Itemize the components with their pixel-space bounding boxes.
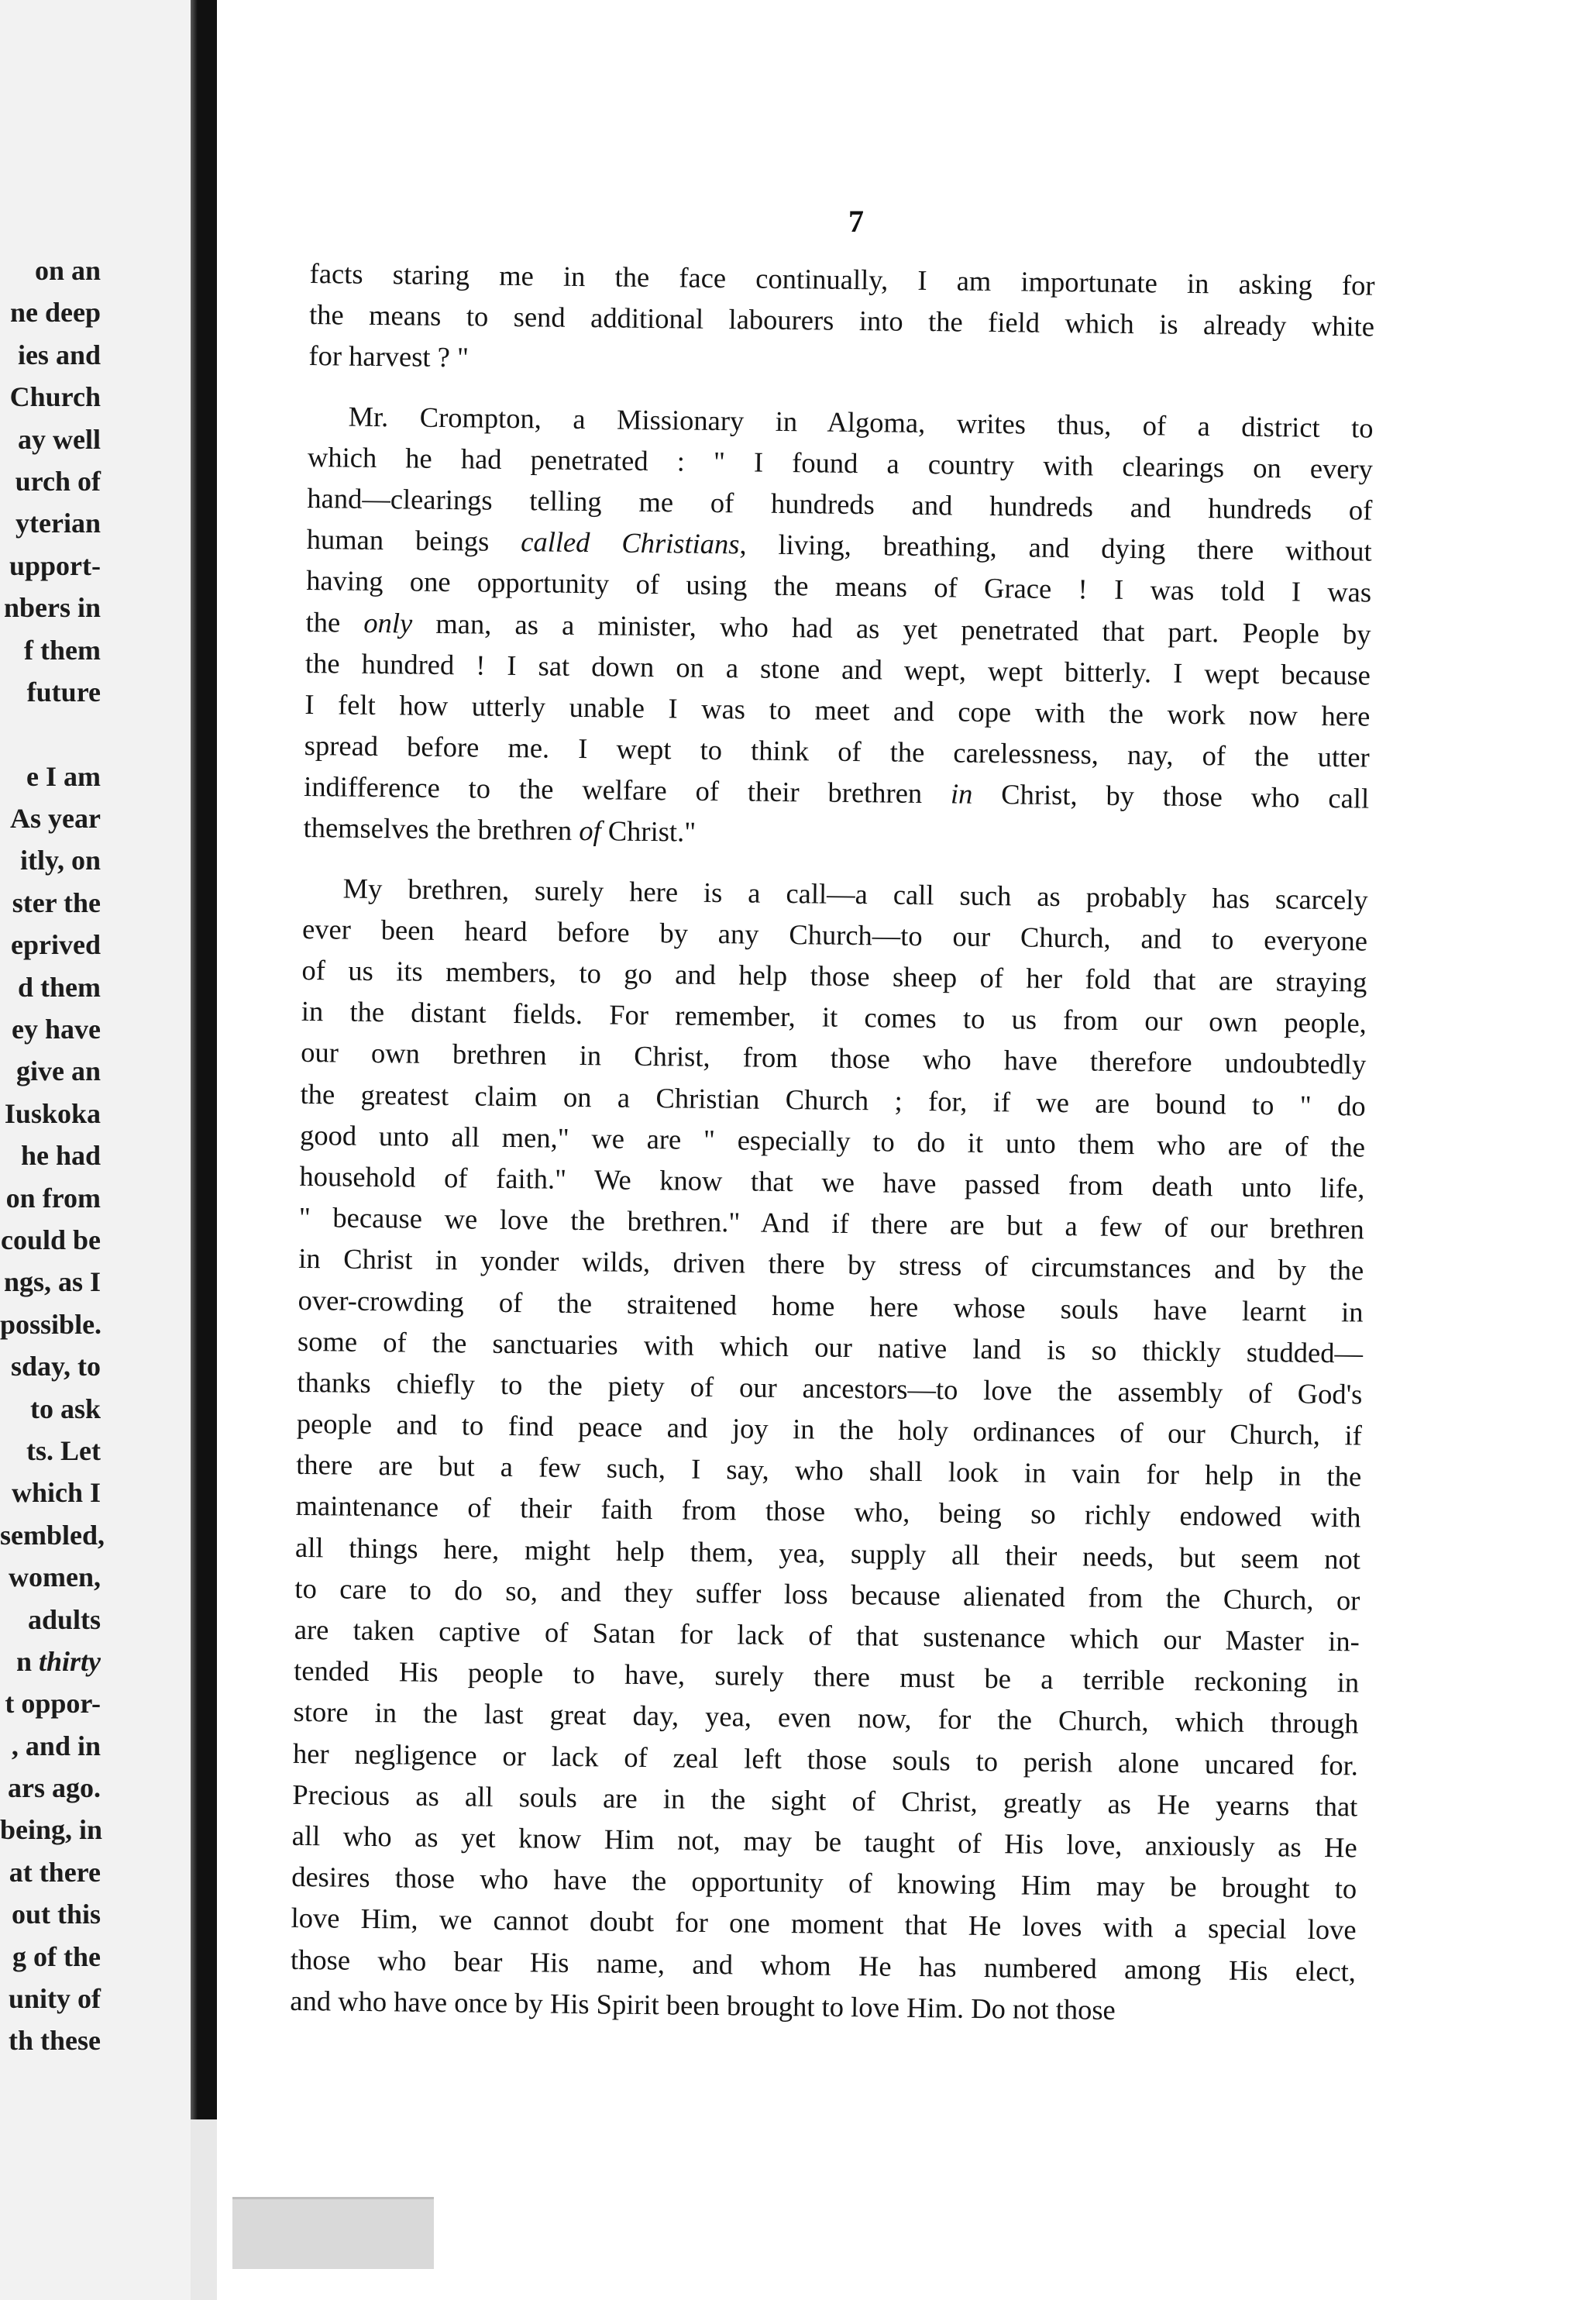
facing-page-line: ies and xyxy=(17,339,101,370)
text-line: to care to do so, and they suffer loss because alienated from the Church, or xyxy=(294,1572,1360,1617)
facing-page-line: urch of xyxy=(15,465,101,497)
facing-page-line: nbers in xyxy=(3,592,101,624)
text-line: Precious as all souls are in the sight of Christ, greatly as He yearns that xyxy=(292,1778,1358,1823)
text-line: love Him, we cannot doubt for one moment that He loves with a special love xyxy=(291,1902,1357,1946)
facing-page-fragment xyxy=(0,0,192,2300)
text-line: I felt how utterly unable I was to meet and cope with the work now here xyxy=(304,687,1371,732)
text-line: in the distant fields. For remember, it comes to us from our own people, xyxy=(301,995,1367,1039)
text-line: some of the sanctuaries with which our native land is so thickly studded— xyxy=(297,1324,1364,1369)
facing-page-line: possible. xyxy=(0,1308,102,1340)
text-line: store in the last great day, yea, even now, for the Church, which through xyxy=(293,1696,1359,1740)
text-line: facts staring me in the face continually, I am importunate in asking for xyxy=(309,257,1375,301)
facing-page-line: ster the xyxy=(12,887,101,918)
facing-page-line: could be xyxy=(0,1224,101,1255)
text-line: are taken captive of Satan for lack of that sustenance which our Master in- xyxy=(294,1613,1360,1658)
facing-page-line: g of the xyxy=(12,1940,101,1972)
text-line: " because we love the brethren." And if there are but a few of our brethren xyxy=(298,1201,1365,1245)
text-line: spread before me. I wept to think of the carelessness, nay, of the utter xyxy=(304,729,1370,773)
facing-page-line: sembled, xyxy=(0,1519,105,1551)
text-line: all things here, might help them, yea, supply all their needs, but seem not xyxy=(294,1530,1361,1575)
text-line: which he had penetrated : " I found a country with clearings on every xyxy=(307,440,1374,485)
facing-page-line: on from xyxy=(5,1182,101,1214)
text-line: having one opportunity of using the means of Grace ! I was told I was xyxy=(305,564,1372,608)
facing-page-line: Church xyxy=(9,381,101,413)
text-line: the only man, as a minister, who had as yet penetrated that part. People by xyxy=(305,605,1371,650)
facing-page-line: eprived xyxy=(11,929,101,961)
facing-page-text xyxy=(0,250,105,2062)
facing-page-line: at there xyxy=(9,1856,101,1888)
facing-page-line: sday, to xyxy=(10,1351,101,1382)
text-line: good unto all men," we are " especially to do it unto them who are of the xyxy=(299,1118,1366,1163)
text-line: hand—clearings telling me of hundreds and hundreds and hundreds of xyxy=(307,481,1373,526)
text-line: household of faith." We know that we have passed from death unto life, xyxy=(299,1159,1365,1204)
text-line: My brethren, surely here is a call—a call such as probably has scarcely xyxy=(342,872,1368,916)
facing-page-line xyxy=(0,713,101,755)
paragraph xyxy=(303,395,1374,861)
facing-page-line: f them xyxy=(24,634,101,666)
facing-page-line: itly, on xyxy=(19,845,101,876)
facing-page-line: which I xyxy=(11,1477,101,1509)
gutter-lower-edge xyxy=(191,2119,218,2300)
text-line: themselves the brethren of Christ." xyxy=(303,811,697,849)
text-line: there are but a few such, I say, who shall look in vain for help in the xyxy=(296,1448,1362,1493)
text-line: all who as yet know Him not, may be taught of His love, anxiously as He xyxy=(291,1819,1357,1864)
text-line: of us its members, to go and help those sheep of her fold that are straying xyxy=(301,953,1367,998)
paragraph xyxy=(290,867,1368,2033)
text-line: maintenance of their faith from those who, being so richly endowed with xyxy=(295,1489,1361,1534)
text-line: desires those who have the opportunity of knowing Him may be brought to xyxy=(291,1860,1357,1905)
facing-page-line: t oppor- xyxy=(5,1688,101,1720)
text-line: ever been heard before by any Church—to our Church, and to everyone xyxy=(301,912,1368,957)
text-line: and who have once by His Spirit been brought to love Him. Do not those xyxy=(290,1984,1116,2026)
text-line: the hundred ! I sat down on a stone and wept, wept bitterly. I wept because xyxy=(304,646,1371,691)
page-number: 7 xyxy=(848,204,864,239)
paragraph xyxy=(308,253,1375,388)
facing-page-line: to ask xyxy=(29,1393,101,1424)
text-line: our own brethren in Christ, from those who have therefore undoubtedly xyxy=(301,1036,1367,1080)
facing-page-line: n thirty xyxy=(15,1645,101,1677)
text-line: indifference to the welfare of their brethren in Christ, by those who call xyxy=(303,770,1370,814)
text-line: the greatest claim on a Christian Church ; for, if we are bound to " do xyxy=(300,1077,1366,1122)
facing-page-line: yterian xyxy=(15,508,101,539)
facing-page-line: ars ago. xyxy=(8,1772,101,1804)
facing-page-line: on an xyxy=(34,255,101,286)
text-line: the means to send additional labourers into the field which is already white xyxy=(308,298,1375,343)
text-line: in Christ in yonder wilds, driven there by stress of circumstances and by the xyxy=(298,1242,1364,1286)
facing-page-line: ey have xyxy=(12,1014,101,1045)
facing-page-line: ts. Let xyxy=(26,1434,101,1466)
facing-page-line: d them xyxy=(18,971,101,1003)
facing-page-line: th these xyxy=(9,2025,101,2057)
text-line: those who bear His name, and whom He has numbered among His elect, xyxy=(290,1943,1357,1987)
text-line: Mr. Crompton, a Missionary in Algoma, writes thus, of a district to xyxy=(348,400,1374,444)
facing-page-line: As year xyxy=(10,803,101,835)
facing-page-line: , and in xyxy=(11,1730,101,1761)
facing-page-line: give an xyxy=(15,1055,101,1087)
facing-page-line: ne deep xyxy=(10,297,101,329)
facing-page-line: he had xyxy=(20,1140,101,1172)
facing-page-line: unity of xyxy=(8,1983,101,2015)
text-line: people and to find peace and joy in the holy ordinances of our Church, if xyxy=(296,1407,1363,1451)
text-line: tended His people to have, surely there must be a terrible reckoning in xyxy=(294,1654,1360,1699)
facing-page-line: Iuskoka xyxy=(4,1097,101,1129)
facing-page-line: ay well xyxy=(18,423,101,455)
facing-page-line: ngs, as I xyxy=(3,1266,101,1298)
page-tab-strip xyxy=(232,2197,434,2269)
text-line: human beings called Christians, living, breathing, and dying there without xyxy=(306,523,1372,567)
text-line: for harvest ? " xyxy=(308,339,470,374)
facing-page-line: upport- xyxy=(9,549,101,581)
facing-page-line: e I am xyxy=(26,760,101,792)
page-margin-right xyxy=(1532,0,1596,2300)
facing-page-line: out this xyxy=(11,1899,101,1930)
text-line: thanks chiefly to the piety of our ancestors—to love the assembly of God's xyxy=(297,1365,1363,1410)
facing-page-line: being, in xyxy=(0,1814,103,1846)
facing-page-line: future xyxy=(26,676,101,708)
facing-page-line: women, xyxy=(9,1561,101,1593)
text-line: her negligence or lack of zeal left those souls to perish alone uncared for. xyxy=(292,1737,1359,1782)
facing-page-line: adults xyxy=(27,1603,101,1635)
body-text xyxy=(290,253,1375,2033)
text-line: over-crowding of the straitened home here whose souls have learnt in xyxy=(298,1283,1364,1328)
